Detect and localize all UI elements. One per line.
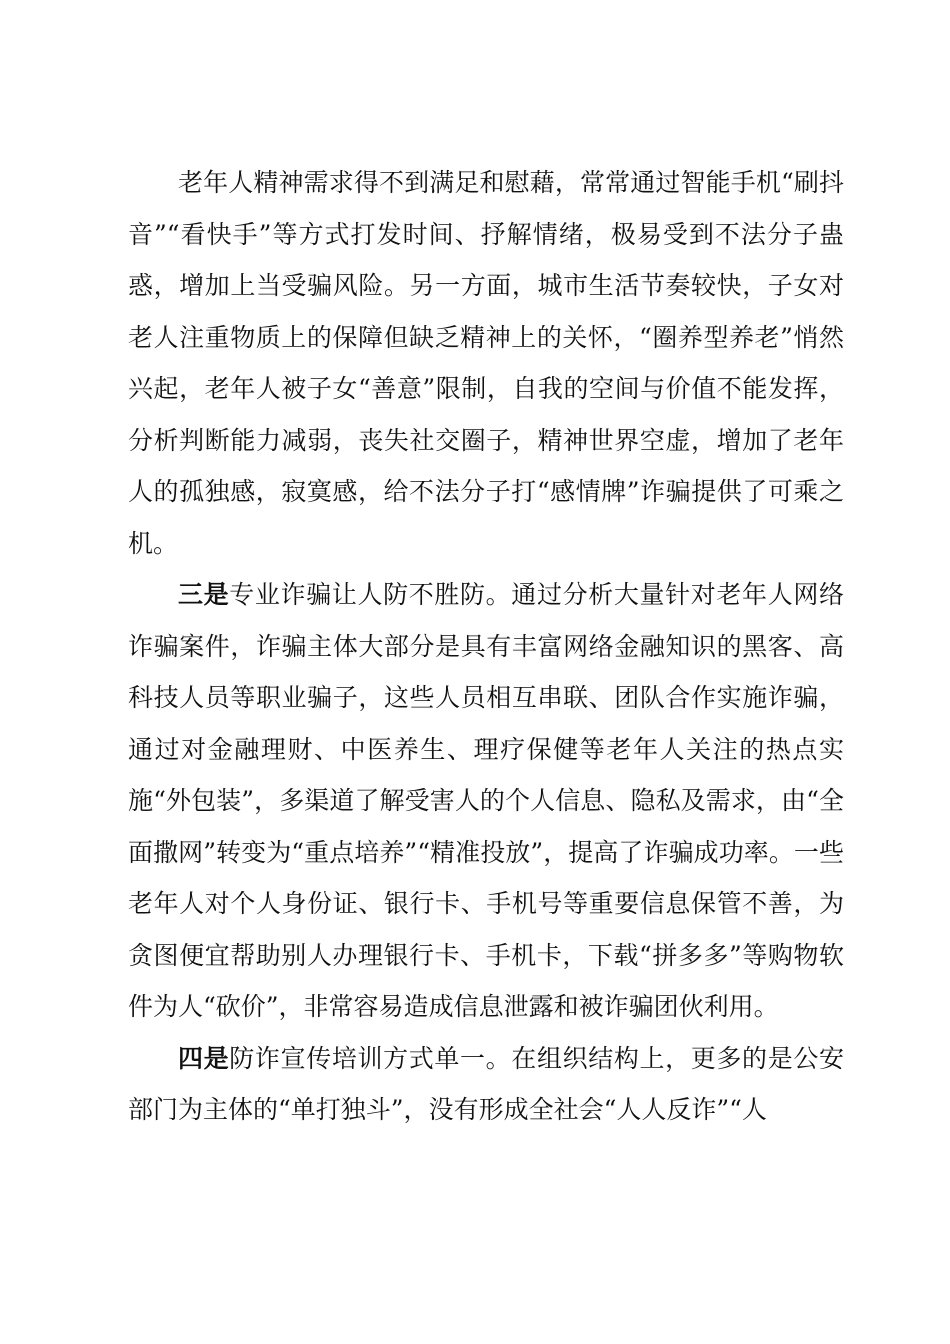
paragraph-3-lead: 四是: [178, 1043, 230, 1073]
paragraph-1: [128, 157, 844, 569]
paragraph-3: [128, 1033, 844, 1136]
paragraph-2: [128, 569, 844, 1033]
paragraph-1-text: 老年人精神需求得不到满足和慰藉，常常通过智能手机“刷抖音”“看快手”等方式打发时间、抒解情绪，极易受到不法分子蛊惑，增加上当受骗风险。另一方面，城市生活节奏较快，子女对老人注重物质上的保障但缺乏精神上的关怀，“圈养型养老”悄然兴起，老年人被子女“善意”限制，自我的空间与价值不能发挥，分析判断能力减弱，丧失社交圈子，精神世界空虚，增加了老年人的孤独感，寂寞感，给不法分子打“感情牌”诈骗提供了可乘之机。: [128, 168, 844, 558]
paragraph-2-lead: 三是: [178, 580, 230, 609]
paragraph-2-text: 专业诈骗让人防不胜防。通过分析大量针对老年人网络诈骗案件，诈骗主体大部分是具有丰富网络金融知识的黑客、高科技人员等职业骗子，这些人员相互串联、团队合作实施诈骗，通过对金融理财、中医养生、理疗保健等老年人关注的热点实施“外包装”，多渠道了解受害人的个人信息、隐私及需求，由“全面撒网”转变为“重点培养”“精准投放”，提高了诈骗成功率。一些老年人对个人身份证、银行卡、手机号等重要信息保管不善，为贪图便宜帮助别人办理银行卡、手机卡，下载“拼多多”等购物软件为人“砍价”，非常容易造成信息泄露和被诈骗团伙利用。: [128, 580, 844, 1021]
paragraph-3-text: 防诈宣传培训方式单一。在组织结构上，更多的是公安部门为主体的“单打独斗”，没有形成全社会“人人反诈”“人: [128, 1043, 844, 1124]
document-body: [128, 157, 844, 1136]
